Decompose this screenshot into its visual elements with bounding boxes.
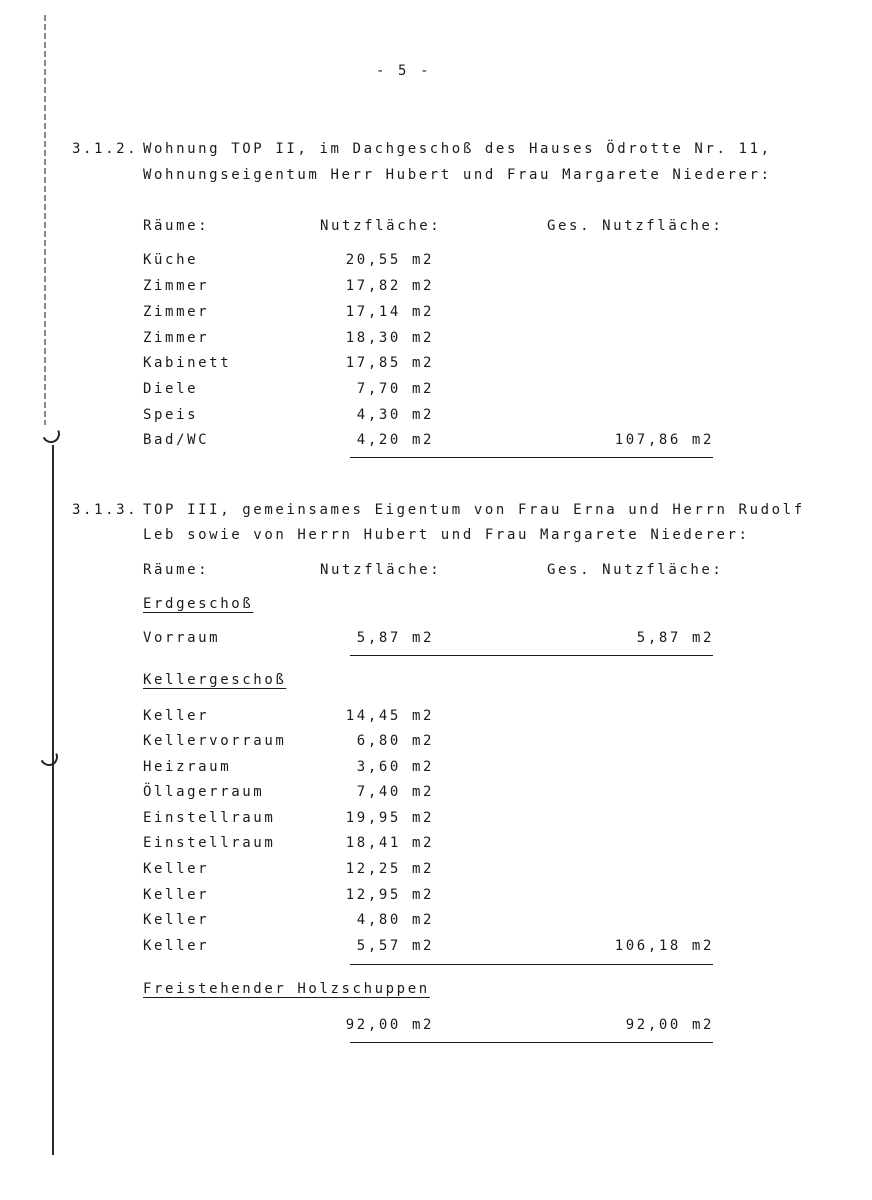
room-name: Keller — [143, 861, 210, 877]
room-name: Küche — [143, 252, 199, 268]
room-name: Vorraum — [143, 630, 221, 646]
section-heading-line: Wohnung TOP II, im Dachgeschoß des Hauses Ödrotte Nr. 11, — [143, 141, 772, 157]
room-name: Einstellraum — [143, 810, 276, 826]
section-heading-line: Leb sowie von Herrn Hubert und Frau Margarete Niederer: — [143, 527, 750, 543]
room-name: Einstellraum — [143, 835, 276, 851]
room-area: 18,30 m2 — [345, 330, 434, 346]
room-name: Speis — [143, 407, 199, 423]
room-area: 6,80 m2 — [356, 733, 434, 749]
room-area: 17,82 m2 — [345, 278, 434, 294]
room-name: Zimmer — [143, 304, 210, 320]
group-title: Freistehender Holzschuppen — [143, 981, 430, 997]
column-header-area: Nutzfläche: — [320, 562, 442, 578]
room-name: Keller — [143, 938, 210, 954]
section-total: 107,86 m2 — [614, 432, 714, 448]
group-total: 106,18 m2 — [614, 938, 714, 954]
binding-hook — [37, 745, 60, 768]
binding-edge — [52, 445, 54, 1155]
room-name: Keller — [143, 708, 210, 724]
room-name: Zimmer — [143, 330, 210, 346]
room-area: 20,55 m2 — [345, 252, 434, 268]
binding-edge-top — [44, 15, 46, 425]
room-area: 12,25 m2 — [345, 861, 434, 877]
column-header-area: Nutzfläche: — [320, 218, 442, 234]
section-heading-line: Wohnungseigentum Herr Hubert und Frau Margarete Niederer: — [143, 167, 772, 183]
room-name: Öllagerraum — [143, 784, 265, 800]
column-header-rooms: Räume: — [143, 562, 210, 578]
room-name: Diele — [143, 381, 199, 397]
room-name: Keller — [143, 912, 210, 928]
section-heading-line: TOP III, gemeinsames Eigentum von Frau Erna und Herrn Rudolf — [143, 502, 805, 518]
binding-hook — [39, 422, 62, 445]
group-total: 92,00 m2 — [625, 1017, 714, 1033]
total-rule — [350, 964, 713, 965]
page-number: - 5 - — [376, 63, 432, 79]
room-area: 19,95 m2 — [345, 810, 434, 826]
room-area: 17,14 m2 — [345, 304, 434, 320]
total-rule — [350, 457, 713, 458]
room-name: Bad/WC — [143, 432, 210, 448]
room-area: 18,41 m2 — [345, 835, 434, 851]
group-total: 5,87 m2 — [636, 630, 714, 646]
room-name: Keller — [143, 887, 210, 903]
room-name: Heizraum — [143, 759, 232, 775]
room-area: 17,85 m2 — [345, 355, 434, 371]
group-title: Erdgeschoß — [143, 596, 254, 612]
section-number: 3.1.3. — [72, 502, 139, 518]
room-area: 7,40 m2 — [356, 784, 434, 800]
total-rule — [350, 655, 713, 656]
group-title: Kellergeschoß — [143, 672, 287, 688]
room-area: 12,95 m2 — [345, 887, 434, 903]
column-header-rooms: Räume: — [143, 218, 210, 234]
room-area: 3,60 m2 — [356, 759, 434, 775]
room-area: 14,45 m2 — [345, 708, 434, 724]
section-number: 3.1.2. — [72, 141, 139, 157]
total-rule — [350, 1042, 713, 1043]
room-area: 4,30 m2 — [356, 407, 434, 423]
room-area: 92,00 m2 — [345, 1017, 434, 1033]
column-header-total: Ges. Nutzfläche: — [547, 562, 724, 578]
room-area: 4,20 m2 — [356, 432, 434, 448]
room-area: 5,87 m2 — [356, 630, 434, 646]
room-area: 4,80 m2 — [356, 912, 434, 928]
room-area: 5,57 m2 — [356, 938, 434, 954]
room-area: 7,70 m2 — [356, 381, 434, 397]
column-header-total: Ges. Nutzfläche: — [547, 218, 724, 234]
room-name: Zimmer — [143, 278, 210, 294]
room-name: Kellervorraum — [143, 733, 287, 749]
room-name: Kabinett — [143, 355, 232, 371]
